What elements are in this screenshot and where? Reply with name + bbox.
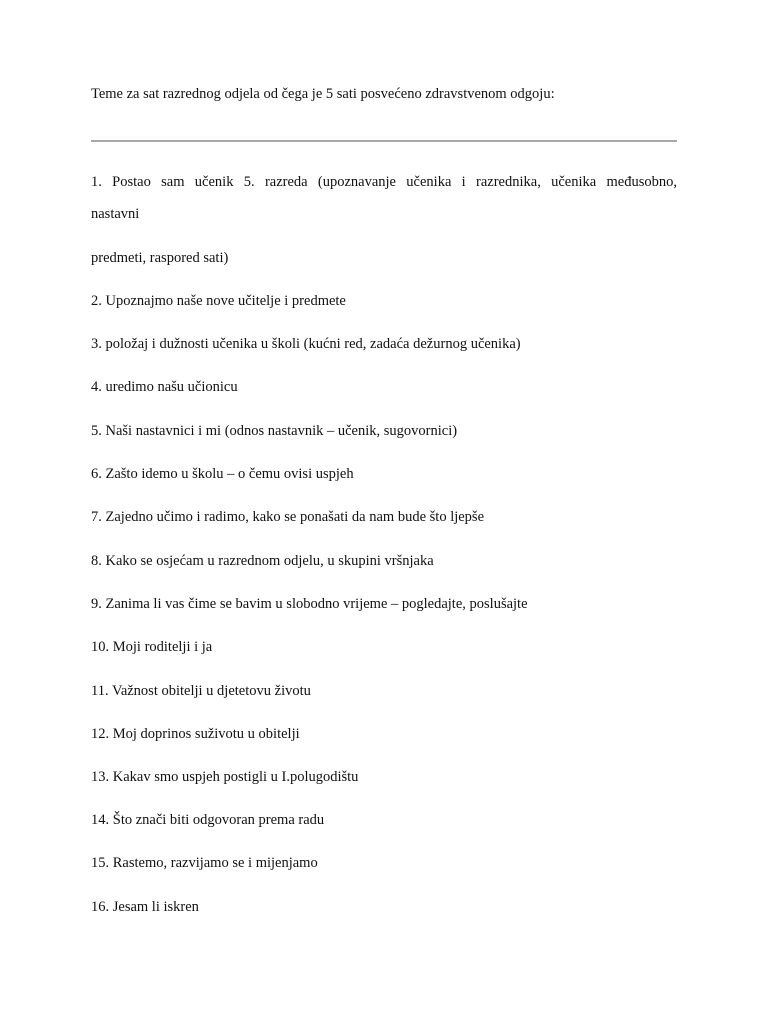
list-item: 7. Zajedno učimo i radimo, kako se ponašati da nam bude što ljepše: [91, 509, 485, 525]
list-item: 9. Zanima li vas čime se bavim u slobodno vrijeme – pogledajte, poslušajte: [91, 596, 528, 612]
list-item: 8. Kako se osjećam u razrednom odjelu, u skupini vršnjaka: [91, 553, 434, 569]
list-item-1-line-2: nastavni: [91, 206, 140, 222]
list-item: 6. Zašto idemo u školu – o čemu ovisi uspjeh: [91, 466, 354, 482]
list-item: 15. Rastemo, razvijamo se i mijenjamo: [91, 855, 318, 871]
list-item-1-line-3: predmeti, raspored sati): [91, 250, 229, 266]
list-item: 3. položaj i dužnosti učenika u školi (kućni red, zadaća dežurnog učenika): [91, 336, 521, 352]
list-item: 2. Upoznajmo naše nove učitelje i predmete: [91, 293, 346, 309]
list-item: 5. Naši nastavnici i mi (odnos nastavnik – učenik, sugovornici): [91, 423, 458, 439]
document-heading: Teme za sat razrednog odjela od čega je 5 sati posvećeno zdravstvenom odgoju:: [91, 86, 555, 102]
list-item: 11. Važnost obitelji u djetetovu životu: [91, 683, 311, 699]
horizontal-divider: [91, 140, 677, 142]
list-item: 10. Moji roditelji i ja: [91, 639, 213, 655]
list-item: 16. Jesam li iskren: [91, 899, 199, 915]
list-item-1-line-1: 1. Postao sam učenik 5. razreda (upoznavanje učenika i razrednika, učenika međusobno,: [91, 174, 677, 190]
list-item: 14. Što znači biti odgovoran prema radu: [91, 812, 325, 828]
list-item: 4. uredimo našu učionicu: [91, 379, 238, 395]
list-item: 12. Moj doprinos suživotu u obitelji: [91, 726, 300, 742]
list-item: 13. Kakav smo uspjeh postigli u I.polugodištu: [91, 769, 359, 785]
